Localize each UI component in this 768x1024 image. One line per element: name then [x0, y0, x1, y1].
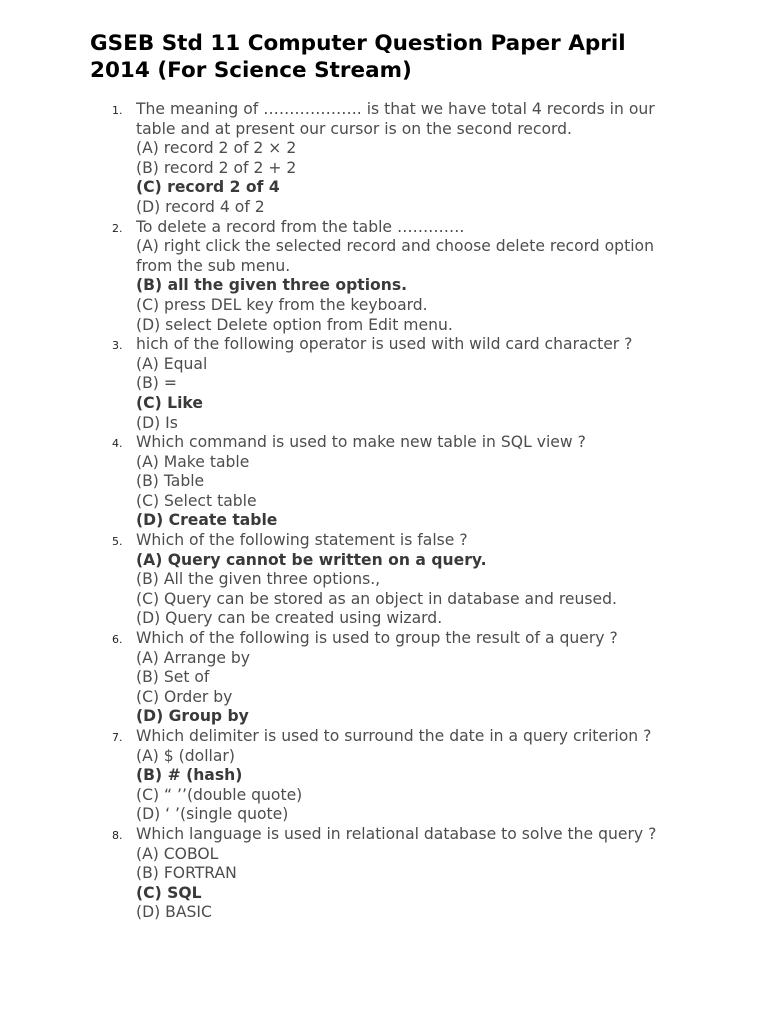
answer-option: (A) Make table	[136, 452, 250, 471]
answer-option: (A) Arrange by	[136, 648, 251, 667]
question-item	[90, 100, 690, 218]
page-title: GSEB Std 11 Computer Question Paper April 2014 (For Science Stream)	[90, 31, 626, 83]
correct-answer-option: (B) all the given three options.	[136, 276, 408, 295]
answer-option: (D) ‘ ’(single quote)	[136, 805, 289, 824]
question-number: 6.	[112, 633, 123, 647]
correct-answer-option: (A) Query cannot be written on a query.	[136, 550, 487, 569]
correct-answer-option: (B) # (hash)	[136, 766, 243, 785]
question-text: Which of the following statement is false ?	[136, 531, 468, 550]
answer-option: (B) FORTRAN	[136, 864, 237, 883]
answer-option: (D) select Delete option from Edit menu.	[136, 315, 453, 334]
question-item	[90, 433, 690, 531]
answer-option: (D) record 4 of 2	[136, 197, 265, 216]
answer-option: (B) =	[136, 374, 177, 393]
answer-option: (A) COBOL	[136, 844, 219, 863]
question-item	[90, 825, 690, 923]
answer-option: (B) Table	[136, 472, 205, 491]
question-text: Which language is used in relational database to solve the query ?	[136, 824, 657, 843]
document-page	[90, 30, 690, 923]
answer-option: (B) All the given three options.,	[136, 570, 381, 589]
answer-option: (B) Set of	[136, 668, 210, 687]
correct-answer-option: (D) Create table	[136, 511, 278, 530]
answer-option: (D) BASIC	[136, 903, 212, 922]
question-number: 1.	[112, 104, 123, 117]
correct-answer-option: (C) Like	[136, 393, 203, 412]
question-number: 2.	[112, 221, 123, 235]
question-item	[90, 629, 690, 727]
correct-answer-option: (C) SQL	[136, 883, 202, 902]
answer-option: (D) Query can be created using wizard.	[136, 609, 443, 628]
answer-option: (C) “ ’’(double quote)	[136, 785, 303, 804]
answer-option: (B) record 2 of 2 + 2	[136, 158, 297, 177]
correct-answer-option: (D) Group by	[136, 707, 249, 726]
question-number: 3.	[112, 339, 123, 353]
answer-option: (C) press DEL key from the keyboard.	[136, 295, 428, 314]
question-number: 8.	[112, 828, 123, 842]
question-list	[90, 100, 690, 923]
answer-option: (A) record 2 of 2 × 2	[136, 139, 297, 158]
answer-option: (A) $ (dollar)	[136, 746, 235, 765]
question-text: Which delimiter is used to surround the date in a query criterion ?	[136, 727, 652, 745]
correct-answer-option: (C) record 2 of 4	[136, 178, 280, 197]
answer-option: (D) Is	[136, 413, 178, 432]
question-item	[90, 335, 690, 433]
answer-option: (C) Select table	[136, 491, 257, 510]
question-text: Which of the following is used to group the result of a query ?	[136, 629, 618, 648]
question-number: 4.	[112, 437, 123, 451]
question-number: 5.	[112, 535, 123, 549]
question-text: hich of the following operator is used with wild card character ?	[136, 335, 633, 354]
answer-option: (C) Query can be stored as an object in database and reused.	[136, 589, 617, 608]
answer-option: (C) Order by	[136, 687, 233, 706]
answer-option: (A) Equal	[136, 354, 208, 373]
question-number: 7.	[112, 731, 123, 744]
question-text: Which command is used to make new table in SQL view ?	[136, 433, 586, 452]
question-item	[90, 727, 690, 825]
question-text: The meaning of ………………. is that we have total 4 records in our table and at present our cursor is on the second record.	[136, 100, 655, 138]
question-item	[90, 218, 690, 336]
question-item	[90, 531, 690, 629]
question-text: To delete a record from the table ………….	[136, 217, 465, 236]
answer-option: (A) right click the selected record and choose delete record option from the sub menu.	[136, 237, 654, 275]
